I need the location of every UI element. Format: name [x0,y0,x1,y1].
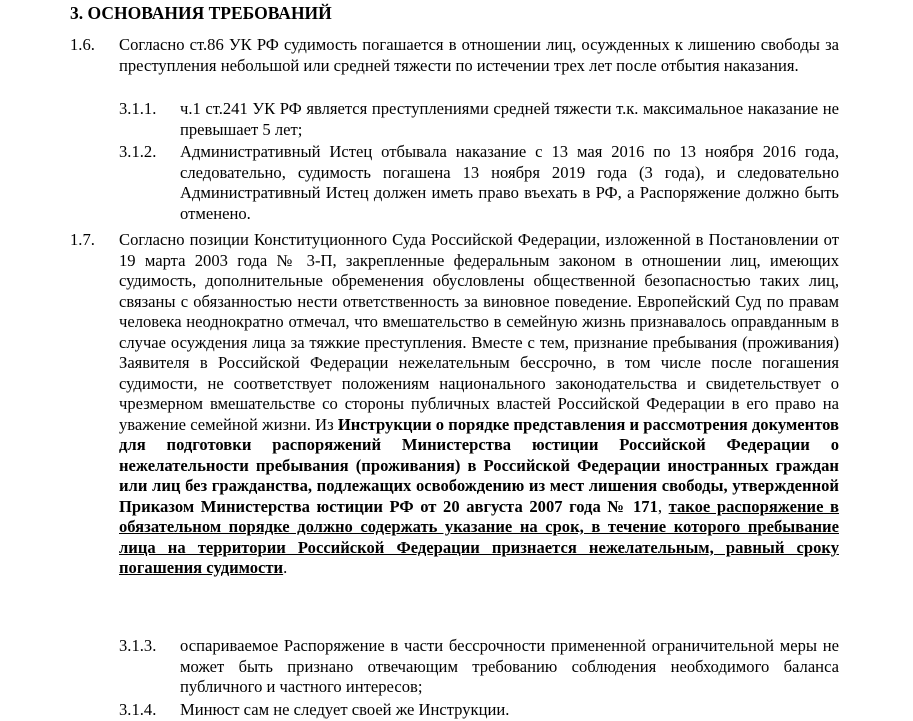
subparagraph-number: 3.1.4. [119,700,157,719]
subparagraph-number: 3.1.1. [119,99,157,118]
paragraph-text: Согласно ст.86 УК РФ судимость погашается в отношении лиц, осужденных к лишению свободы за преступления небольшой или средней тяжести по истечении трех лет после отбытия наказания. [119,35,839,75]
section-heading: 3. ОСНОВАНИЯ ТРЕБОВАНИЙ [70,3,332,23]
paragraph-plain-text: Согласно позиции Конституционного Суда Российской Федерации, изложенной в Постановлении от 19 марта 2003 года № 3-П, закрепленные федеральным законом в отношении лиц, имеющих судимость, дополнительные обременения обусловлены общественной безопасностью таких лиц, связаны с обязанностью нести ответственность за виновное поведение. Европейский Суд по правам человека неоднократно отмечал, что вмешательство в семейную жизнь признавалось оправданным в случае осуждения лица за тяжкие преступления. Вместе с тем, признание пребывания (проживания) Заявителя в Российской Федерации нежелательным бессрочно, в том числе после погашения судимости, не соответствует положениям национального законодательства и свидетельствует о чрезмерном вмешательстве со стороны публичных властей Российской Федерации в его право на уважение семейной жизни. Из [119,230,839,434]
underlined-requirement: такое распоряжение в обязательном порядке должно содержать указание на срок, в течение которого пребывание лица на территории Российской Федерации признается нежелательным, равный сроку погашения судимости [119,496,840,577]
subparagraph-text: Минюст сам не следует своей же Инструкции. [180,700,510,719]
comma-separator: , [657,496,669,516]
paragraph-number: 1.6. [70,35,95,54]
subparagraph-text: оспариваемое Распоряжение в части бессрочности примененной ограничительной меры не может быть признано отвечающим требованию соблюдения необходимого баланса публичного и частного интересов; [180,636,839,696]
subparagraph-text: Административный Истец отбывала наказание с 13 мая 2016 по 13 ноября 2016 года, следовательно, судимость погашена 13 ноября 2019 года (3 года), и следовательно Административный Истец должен иметь право въехать в РФ, а Распоряжение должно быть отменено. [180,142,839,223]
paragraph-text [119,230,839,579]
paragraph-number: 1.7. [70,230,95,249]
subparagraph-text: ч.1 ст.241 УК РФ является преступлениями средней тяжести т.к. максимальное наказание не превышает 5 лет; [180,99,839,139]
subparagraph-number: 3.1.3. [119,636,157,655]
subparagraph-number: 3.1.2. [119,142,157,161]
instruction-reference: Инструкции о порядке представления и рассмотрения документов для подготовки распоряжений Министерства юстиции Российской Федерации о нежелательности пребывания (проживания) в Российской Федерации иностранных граждан или лиц без гражданства, подлежащих освобождению из мест лишения свободы, утвержденной Приказом Министерства юстиции РФ от 20 августа 2007 года № 171 [119,414,839,516]
sentence-end: . [283,558,288,577]
